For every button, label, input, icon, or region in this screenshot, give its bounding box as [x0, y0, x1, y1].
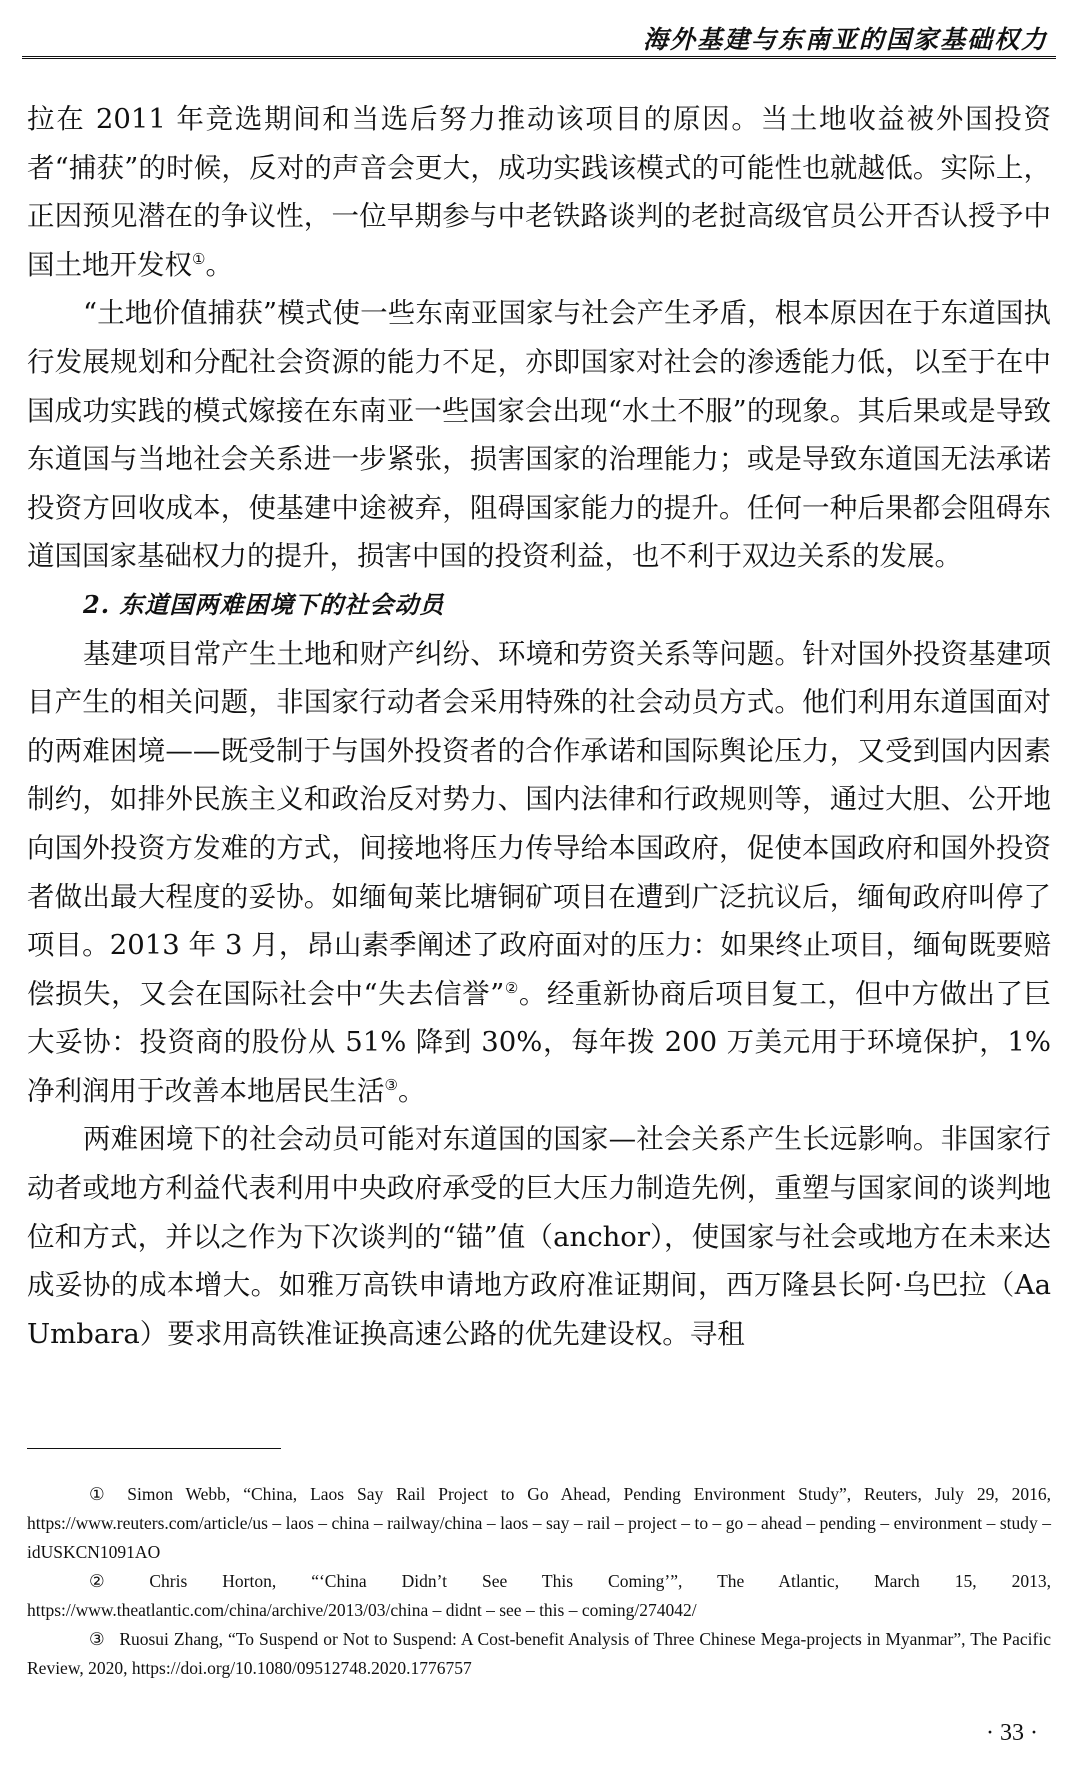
footnote-1: [27, 1480, 1051, 1567]
header-title: 海外基建与东南亚的国家基础权力: [642, 25, 1048, 54]
footnote-ref-3[interactable]: ③: [384, 1075, 398, 1094]
footnote-text: Simon Webb, “China, Laos Say Rail Project to Go Ahead, Pending Environment Study”, Reuters, July 29, 2016, https://www.reuters.com/article/us – laos – china – railway/china – laos – say – rail – project – to – go – ahead – pending – environment – study – idUSKCN1091AO: [27, 1484, 1051, 1562]
paragraph-4: 两难困境下的社会动员可能对东道国的国家—社会关系产生长远影响。非国家行动者或地方利益代表利用中央政府承受的巨大压力制造先例，重塑与国家间的谈判地位和方式，并以之作为下次谈判的“锚”值（anchor），使国家与社会或地方在未来达成妥协的成本增大。如雅万高铁申请地方政府准证期间，西万隆县长阿·乌巴拉（Aa Umbara）要求用高铁准证换高速公路的优先建设权。寻租: [27, 1123, 1051, 1350]
footnote-mark: ③: [89, 1629, 106, 1649]
footnote-text: Chris Horton, “‘China Didn’t See This Coming’”, The Atlantic, March 15, 2013, https://www.theatlantic.com/china/archive/2013/03/china – didnt – see – this – coming/274042/: [27, 1571, 1051, 1620]
body-text: [27, 95, 1051, 1358]
footnote-text: Ruosui Zhang, “To Suspend or Not to Suspend: A Cost-benefit Analysis of Three Chinese Mega-projects in Myanmar”, The Pacific Review, 2020, https://doi.org/10.1080/09512748.2020.1776757: [27, 1629, 1051, 1678]
paragraph-1: 拉在 2011 年竞选期间和当选后努力推动该项目的原因。当土地收益被外国投资者“捕获”的时候，反对的声音会更大，成功实践该模式的可能性也就越低。实际上，正因预见潜在的争议性，一位早期参与中老铁路谈判的老挝高级官员公开否认授予中国土地开发权①。: [27, 103, 1051, 281]
footnote-mark: ①: [89, 1484, 114, 1504]
running-header: [22, 14, 1056, 59]
paragraph-2: “土地价值捕获”模式使一些东南亚国家与社会产生矛盾，根本原因在于东道国执行发展规划和分配社会资源的能力不足，亦即国家对社会的渗透能力低，以至于在中国成功实践的模式嫁接在东南亚一些国家会出现“水土不服”的现象。其后果或是导致东道国与当地社会关系进一步紧张，损害国家的治理能力；或是导致东道国无法承诺投资方回收成本，使基建中途被弃，阻碍国家能力的提升。任何一种后果都会阻碍东道国国家基础权力的提升，损害中国的投资利益，也不利于双边关系的发展。: [27, 297, 1051, 573]
page-number: · 33 ·: [986, 1720, 1038, 1746]
footnote-ref-2[interactable]: ②: [504, 978, 519, 997]
footnote-ref-1[interactable]: ①: [192, 249, 206, 268]
footnote-mark: ②: [89, 1571, 136, 1591]
footnote-2: [27, 1567, 1051, 1625]
footnote-3: [27, 1625, 1051, 1683]
section-subheading: 2. 东道国两难困境下的社会动员: [83, 589, 445, 619]
paragraph-3: 基建项目常产生土地和财产纠纷、环境和劳资关系等问题。针对国外投资基建项目产生的相关问题，非国家行动者会采用特殊的社会动员方式。他们利用东道国面对的两难困境——既受制于与国外投资者的合作承诺和国际舆论压力，又受到国内因素制约，如排外民族主义和政治反对势力、国内法律和行政规则等，通过大胆、公开地向国外投资方发难的方式，间接地将压力传导给本国政府，促使本国政府和国外投资者做出最大程度的妥协。如缅甸莱比塘铜矿项目在遭到广泛抗议后，缅甸政府叫停了项目。2013 年 3 月，昂山素季阐述了政府面对的压力：如果终止项目，缅甸既要赔偿损失，又会在国际社会中“失去信誉”②。经重新协商后项目复工，但中方做出了巨大妥协：投资商的股份从 51% 降到 30%，每年拨 200 万美元用于环境保护，1% 净利润用于改善本地居民生活③。: [27, 637, 1052, 1107]
footnotes: [27, 1480, 1051, 1683]
footnote-divider: [27, 1448, 281, 1449]
